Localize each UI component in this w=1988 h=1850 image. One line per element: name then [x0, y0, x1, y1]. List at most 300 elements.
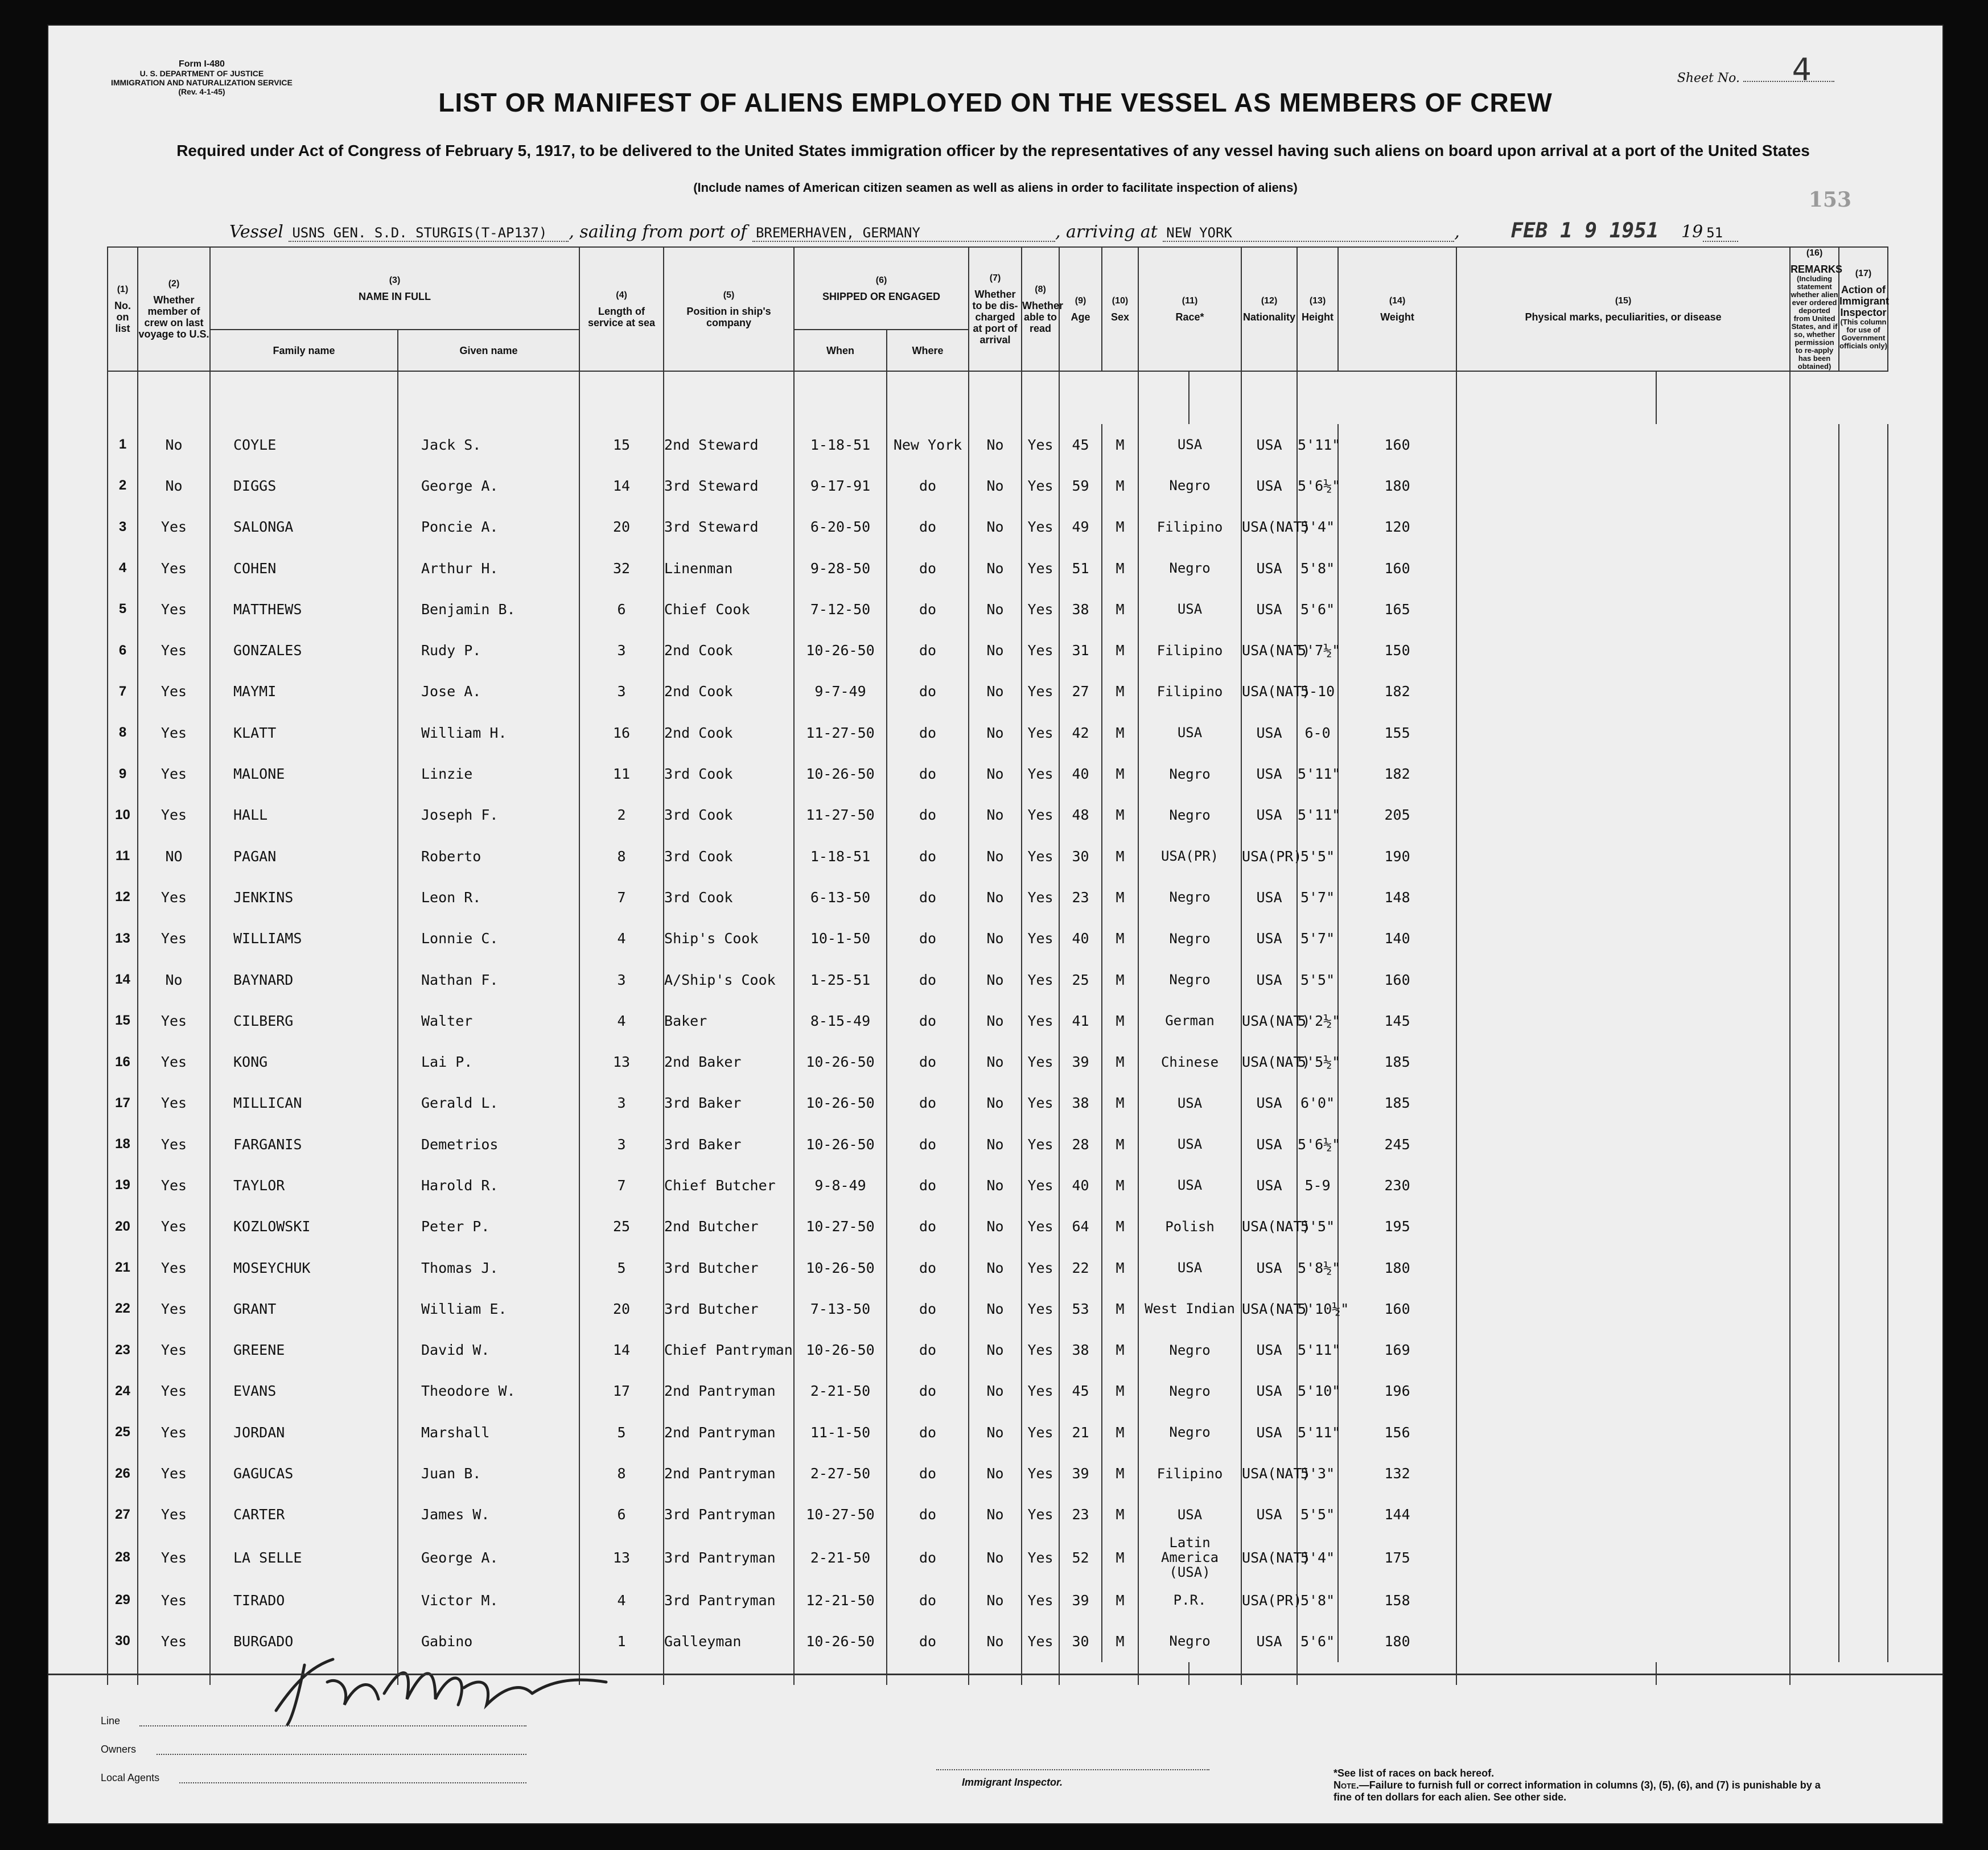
table-row [108, 712, 1888, 753]
sex-cell: M [1102, 795, 1138, 836]
row-number: 6 [108, 630, 138, 671]
nationality-cell: USA(PR) [1241, 1580, 1297, 1621]
race-cell: USA [1138, 1494, 1241, 1535]
last-voyage-cell: No [138, 959, 210, 1000]
sex-cell: M [1102, 507, 1138, 548]
last-voyage-cell: Yes [138, 1041, 210, 1082]
action-cell [1839, 1041, 1888, 1082]
able-to-read-cell: Yes [1022, 1083, 1059, 1124]
row-number: 23 [108, 1330, 138, 1371]
family-name-cell: EVANS [210, 1371, 398, 1412]
position-cell: Chief Butcher [664, 1165, 794, 1206]
given-name-cell: Arthur H. [398, 548, 579, 589]
action-cell [1839, 1288, 1888, 1329]
header-shipped: (6) SHIPPED OR ENGAGED [794, 247, 969, 330]
shipped-where-cell: do [887, 1580, 969, 1621]
last-voyage-cell: Yes [138, 1083, 210, 1124]
physical-marks-cell [1456, 465, 1790, 506]
given-name-cell: David W. [398, 1330, 579, 1371]
action-cell [1839, 918, 1888, 959]
nationality-cell: USA [1241, 1621, 1297, 1662]
action-cell [1839, 712, 1888, 753]
age-cell: 51 [1059, 548, 1102, 589]
header-nationality: (12) Nationality [1241, 247, 1297, 371]
able-to-read-cell: Yes [1022, 1535, 1059, 1580]
nationality-cell: USA(NAT) [1241, 1453, 1297, 1494]
header-physical-marks: (15) Physical marks, peculiarities, or disease [1456, 247, 1790, 371]
physical-marks-cell [1456, 1330, 1790, 1371]
given-name-cell: Lai P. [398, 1041, 579, 1082]
service-length-cell: 14 [579, 465, 664, 506]
age-cell: 38 [1059, 1083, 1102, 1124]
action-cell [1839, 589, 1888, 630]
action-cell [1839, 836, 1888, 877]
weight-cell: 144 [1338, 1494, 1456, 1535]
service-length-cell: 7 [579, 1165, 664, 1206]
last-voyage-cell: No [138, 424, 210, 465]
nationality-cell: USA [1241, 424, 1297, 465]
height-cell: 5'11" [1297, 1330, 1338, 1371]
nationality-cell: USA [1241, 712, 1297, 753]
discharged-cell: No [969, 1247, 1022, 1288]
race-cell: Negro [1138, 548, 1241, 589]
race-cell: Negro [1138, 753, 1241, 794]
row-number: 26 [108, 1453, 138, 1494]
shipped-when-cell: 6-20-50 [794, 507, 887, 548]
able-to-read-cell: Yes [1022, 424, 1059, 465]
remarks-cell [1790, 1041, 1839, 1082]
shipped-when-cell: 9-7-49 [794, 671, 887, 712]
nationality-cell: USA [1241, 959, 1297, 1000]
given-name-cell: George A. [398, 465, 579, 506]
race-cell: USA [1138, 712, 1241, 753]
given-name-cell: Gabino [398, 1621, 579, 1662]
row-number: 13 [108, 918, 138, 959]
given-name-cell: Lonnie C. [398, 918, 579, 959]
remarks-cell [1790, 1371, 1839, 1412]
sex-cell: M [1102, 1453, 1138, 1494]
race-cell: USA [1138, 589, 1241, 630]
age-cell: 31 [1059, 630, 1102, 671]
shipped-where-cell: New York [887, 424, 969, 465]
position-cell: 3rd Cook [664, 836, 794, 877]
physical-marks-cell [1456, 1124, 1790, 1165]
position-cell: 3rd Butcher [664, 1288, 794, 1329]
weight-cell: 160 [1338, 1288, 1456, 1329]
service-length-cell: 3 [579, 1124, 664, 1165]
subtitle-note: (Include names of American citizen seamen as well as aliens in order to facilitate inspection of aliens) [693, 180, 1298, 195]
discharged-cell: No [969, 712, 1022, 753]
shipped-when-cell: 10-26-50 [794, 1247, 887, 1288]
discharged-cell: No [969, 630, 1022, 671]
physical-marks-cell [1456, 1412, 1790, 1453]
physical-marks-cell [1456, 836, 1790, 877]
shipped-where-cell: do [887, 753, 969, 794]
age-cell: 59 [1059, 465, 1102, 506]
action-cell [1839, 507, 1888, 548]
position-cell: 3rd Baker [664, 1083, 794, 1124]
physical-marks-cell [1456, 1288, 1790, 1329]
remarks-cell [1790, 959, 1839, 1000]
able-to-read-cell: Yes [1022, 589, 1059, 630]
position-cell: 3rd Baker [664, 1124, 794, 1165]
family-name-cell: CARTER [210, 1494, 398, 1535]
position-cell: 3rd Cook [664, 753, 794, 794]
service-length-cell: 4 [579, 1000, 664, 1041]
physical-marks-cell [1456, 877, 1790, 918]
sex-cell: M [1102, 630, 1138, 671]
discharged-cell: No [969, 1453, 1022, 1494]
action-cell [1839, 1247, 1888, 1288]
service-length-cell: 25 [579, 1206, 664, 1247]
height-cell: 5'8½" [1297, 1247, 1338, 1288]
height-cell: 6-0 [1297, 712, 1338, 753]
action-cell [1839, 630, 1888, 671]
weight-cell: 180 [1338, 1621, 1456, 1662]
last-voyage-cell: Yes [138, 1000, 210, 1041]
sex-cell: M [1102, 959, 1138, 1000]
family-name-cell: WILLIAMS [210, 918, 398, 959]
age-cell: 42 [1059, 712, 1102, 753]
action-cell [1839, 548, 1888, 589]
remarks-cell [1790, 1206, 1839, 1247]
weight-cell: 180 [1338, 1247, 1456, 1288]
weight-cell: 155 [1338, 712, 1456, 753]
given-name-cell: Harold R. [398, 1165, 579, 1206]
remarks-cell [1790, 1330, 1839, 1371]
height-cell: 5'5" [1297, 1494, 1338, 1535]
sex-cell: M [1102, 1412, 1138, 1453]
last-voyage-cell: Yes [138, 918, 210, 959]
family-name-cell: HALL [210, 795, 398, 836]
family-name-cell: TIRADO [210, 1580, 398, 1621]
weight-cell: 132 [1338, 1453, 1456, 1494]
physical-marks-cell [1456, 1535, 1790, 1580]
weight-cell: 185 [1338, 1041, 1456, 1082]
row-number: 17 [108, 1083, 138, 1124]
table-row [108, 1453, 1888, 1494]
height-cell: 5'10½" [1297, 1288, 1338, 1329]
given-name-cell: Nathan F. [398, 959, 579, 1000]
given-name-cell: Leon R. [398, 877, 579, 918]
nationality-cell: USA [1241, 1124, 1297, 1165]
position-cell: 3rd Steward [664, 507, 794, 548]
family-name-cell: TAYLOR [210, 1165, 398, 1206]
remarks-cell [1790, 1580, 1839, 1621]
sex-cell: M [1102, 1535, 1138, 1580]
last-voyage-cell: Yes [138, 548, 210, 589]
table-row [108, 1000, 1888, 1041]
sex-cell: M [1102, 1165, 1138, 1206]
sex-cell: M [1102, 1206, 1138, 1247]
race-cell: Filipino [1138, 671, 1241, 712]
position-cell: 3rd Pantryman [664, 1494, 794, 1535]
service-length-cell: 4 [579, 1580, 664, 1621]
action-cell [1839, 465, 1888, 506]
family-name-cell: GREENE [210, 1330, 398, 1371]
height-cell: 5'11" [1297, 424, 1338, 465]
shipped-when-cell: 11-1-50 [794, 1412, 887, 1453]
physical-marks-cell [1456, 1621, 1790, 1662]
position-cell: 2nd Pantryman [664, 1371, 794, 1412]
shipped-when-cell: 10-26-50 [794, 630, 887, 671]
service-length-cell: 5 [579, 1247, 664, 1288]
service-length-cell: 7 [579, 877, 664, 918]
nationality-cell: USA(NAT) [1241, 630, 1297, 671]
nationality-cell: USA(NAT) [1241, 1535, 1297, 1580]
service-length-cell: 20 [579, 1288, 664, 1329]
row-number: 7 [108, 671, 138, 712]
physical-marks-cell [1456, 753, 1790, 794]
discharged-cell: No [969, 1494, 1022, 1535]
table-row [108, 1165, 1888, 1206]
shipped-where-cell: do [887, 507, 969, 548]
height-cell: 5'7" [1297, 918, 1338, 959]
action-cell [1839, 1083, 1888, 1124]
shipped-when-cell: 10-1-50 [794, 918, 887, 959]
service-length-cell: 5 [579, 1412, 664, 1453]
height-cell: 5'11" [1297, 795, 1338, 836]
height-cell: 5'11" [1297, 1412, 1338, 1453]
weight-cell: 160 [1338, 959, 1456, 1000]
action-cell [1839, 795, 1888, 836]
weight-cell: 120 [1338, 507, 1456, 548]
position-cell: 3rd Steward [664, 465, 794, 506]
remarks-cell [1790, 753, 1839, 794]
race-cell: Negro [1138, 1621, 1241, 1662]
able-to-read-cell: Yes [1022, 1247, 1059, 1288]
header-no: (1) No. on list [108, 247, 138, 371]
able-to-read-cell: Yes [1022, 877, 1059, 918]
weight-cell: 205 [1338, 795, 1456, 836]
sheet-number [1677, 52, 1834, 88]
sex-cell: M [1102, 1330, 1138, 1371]
able-to-read-cell: Yes [1022, 671, 1059, 712]
header-last-voyage: (2) Whether member of crew on last voyage to U.S. [138, 247, 210, 371]
family-name-cell: GONZALES [210, 630, 398, 671]
position-cell: Chief Cook [664, 589, 794, 630]
action-cell [1839, 1494, 1888, 1535]
remarks-cell [1790, 507, 1839, 548]
position-cell: Baker [664, 1000, 794, 1041]
position-cell: 2nd Cook [664, 712, 794, 753]
shipped-where-cell: do [887, 1288, 969, 1329]
last-voyage-cell: Yes [138, 753, 210, 794]
nationality-cell: USA [1241, 753, 1297, 794]
row-number: 24 [108, 1371, 138, 1412]
weight-cell: 245 [1338, 1124, 1456, 1165]
table-row [108, 1288, 1888, 1329]
immigrant-inspector-label: Immigrant Inspector. [962, 1777, 1063, 1788]
shipped-when-cell: 8-15-49 [794, 1000, 887, 1041]
last-voyage-cell: Yes [138, 1330, 210, 1371]
service-length-cell: 1 [579, 1621, 664, 1662]
discharged-cell: No [969, 1165, 1022, 1206]
discharged-cell: No [969, 1206, 1022, 1247]
race-cell: West Indian [1138, 1288, 1241, 1329]
position-cell: 3rd Pantryman [664, 1580, 794, 1621]
weight-cell: 145 [1338, 1000, 1456, 1041]
family-name-cell: BAYNARD [210, 959, 398, 1000]
sex-cell: M [1102, 1083, 1138, 1124]
service-length-cell: 16 [579, 712, 664, 753]
table-row [108, 1206, 1888, 1247]
table-row [108, 836, 1888, 877]
remarks-cell [1790, 1453, 1839, 1494]
able-to-read-cell: Yes [1022, 1165, 1059, 1206]
family-name-cell: MATTHEWS [210, 589, 398, 630]
last-voyage-cell: Yes [138, 1621, 210, 1662]
table-row [108, 1535, 1888, 1580]
sex-cell: M [1102, 1247, 1138, 1288]
row-number: 19 [108, 1165, 138, 1206]
header-where: Where [887, 330, 969, 371]
able-to-read-cell: Yes [1022, 465, 1059, 506]
race-cell: USA [1138, 1124, 1241, 1165]
age-cell: 39 [1059, 1453, 1102, 1494]
arriving-label: , arriving at [1055, 222, 1158, 242]
header-given-name: Given name [398, 330, 579, 371]
position-cell: 2nd Cook [664, 671, 794, 712]
shipped-where-cell: do [887, 1247, 969, 1288]
action-cell [1839, 1124, 1888, 1165]
shipped-when-cell: 9-17-91 [794, 465, 887, 506]
shipped-where-cell: do [887, 548, 969, 589]
nationality-cell: USA [1241, 1083, 1297, 1124]
table-row [108, 795, 1888, 836]
port-from: BREMERHAVEN, GERMANY [752, 225, 1055, 242]
table-row [108, 1371, 1888, 1412]
last-voyage-cell: Yes [138, 1165, 210, 1206]
age-cell: 23 [1059, 877, 1102, 918]
physical-marks-cell [1456, 918, 1790, 959]
nationality-cell: USA(NAT) [1241, 1000, 1297, 1041]
service-length-cell: 4 [579, 918, 664, 959]
able-to-read-cell: Yes [1022, 1371, 1059, 1412]
given-name-cell: William H. [398, 712, 579, 753]
remarks-cell [1790, 548, 1839, 589]
note-label: Note. [1333, 1779, 1359, 1791]
shipped-where-cell: do [887, 877, 969, 918]
weight-cell: 182 [1338, 753, 1456, 794]
row-number: 27 [108, 1494, 138, 1535]
crew-table [107, 246, 1888, 1685]
action-cell [1839, 1412, 1888, 1453]
height-cell: 5'6" [1297, 589, 1338, 630]
discharged-cell: No [969, 959, 1022, 1000]
age-cell: 38 [1059, 1330, 1102, 1371]
note-text: —Failure to furnish full or correct information in columns (3), (5), (6), and (7) is punishable by a fine of ten dollars for each alien. See other side. [1333, 1779, 1821, 1803]
header-position: (5) Position in ship's company [664, 247, 794, 371]
last-voyage-cell: Yes [138, 507, 210, 548]
shipped-where-cell: do [887, 630, 969, 671]
position-cell: A/Ship's Cook [664, 959, 794, 1000]
height-cell: 5'5" [1297, 836, 1338, 877]
remarks-cell [1790, 1124, 1839, 1165]
discharged-cell: No [969, 918, 1022, 959]
height-cell: 5'5" [1297, 959, 1338, 1000]
family-name-cell: BURGADO [210, 1621, 398, 1662]
sex-cell: M [1102, 671, 1138, 712]
last-voyage-cell: Yes [138, 1412, 210, 1453]
shipped-when-cell: 1-18-51 [794, 424, 887, 465]
row-number: 11 [108, 836, 138, 877]
sex-cell: M [1102, 548, 1138, 589]
nationality-cell: USA [1241, 1330, 1297, 1371]
height-cell: 5'10" [1297, 1371, 1338, 1412]
action-cell [1839, 753, 1888, 794]
shipped-when-cell: 10-27-50 [794, 1494, 887, 1535]
physical-marks-cell [1456, 1000, 1790, 1041]
shipped-when-cell: 1-18-51 [794, 836, 887, 877]
physical-marks-cell [1456, 712, 1790, 753]
given-name-cell: Peter P. [398, 1206, 579, 1247]
table-row [108, 1580, 1888, 1621]
last-voyage-cell: Yes [138, 671, 210, 712]
last-voyage-cell: Yes [138, 1494, 210, 1535]
position-cell: 2nd Butcher [664, 1206, 794, 1247]
shipped-where-cell: do [887, 1124, 969, 1165]
position-cell: 3rd Cook [664, 795, 794, 836]
shipped-when-cell: 10-26-50 [794, 753, 887, 794]
shipped-where-cell: do [887, 1535, 969, 1580]
height-cell: 5'11" [1297, 753, 1338, 794]
age-cell: 23 [1059, 1494, 1102, 1535]
weight-cell: 148 [1338, 877, 1456, 918]
shipped-where-cell: do [887, 1041, 969, 1082]
header-sex: (10) Sex [1102, 247, 1138, 371]
family-name-cell: KONG [210, 1041, 398, 1082]
table-row [108, 1083, 1888, 1124]
row-number: 30 [108, 1621, 138, 1662]
remarks-cell [1790, 1535, 1839, 1580]
able-to-read-cell: Yes [1022, 712, 1059, 753]
nationality-cell: USA [1241, 1247, 1297, 1288]
service-length-cell: 8 [579, 836, 664, 877]
action-cell [1839, 1000, 1888, 1041]
line-label: Line [101, 1715, 121, 1726]
shipped-where-cell: do [887, 1494, 969, 1535]
row-number: 25 [108, 1412, 138, 1453]
action-cell [1839, 1453, 1888, 1494]
sex-cell: M [1102, 836, 1138, 877]
position-cell: Chief Pantryman [664, 1330, 794, 1371]
last-voyage-cell: Yes [138, 589, 210, 630]
age-cell: 38 [1059, 589, 1102, 630]
sheet-number-value: 4 [1792, 52, 1812, 88]
discharged-cell: No [969, 1124, 1022, 1165]
position-cell: 2nd Baker [664, 1041, 794, 1082]
discharged-cell: No [969, 1535, 1022, 1580]
race-cell: Negro [1138, 1371, 1241, 1412]
sex-cell: M [1102, 877, 1138, 918]
nationality-cell: USA(NAT) [1241, 507, 1297, 548]
able-to-read-cell: Yes [1022, 1494, 1059, 1535]
height-cell: 5'6½" [1297, 1124, 1338, 1165]
position-cell: Ship's Cook [664, 918, 794, 959]
page-title: LIST OR MANIFEST OF ALIENS EMPLOYED ON THE VESSEL AS MEMBERS OF CREW [438, 88, 1553, 117]
last-voyage-cell: Yes [138, 712, 210, 753]
remarks-cell [1790, 671, 1839, 712]
height-cell: 5'8" [1297, 548, 1338, 589]
shipped-where-cell: do [887, 1412, 969, 1453]
vessel-line: Vessel USNS GEN. S.D. STURGIS(T-AP137) , sailing from port of BREMERHAVEN, GERMANY , arriving at NEW YORK , FEB 1 9 1951 19 51 [229, 219, 1738, 242]
given-name-cell: Demetrios [398, 1124, 579, 1165]
height-cell: 5'7½" [1297, 630, 1338, 671]
nationality-cell: USA [1241, 918, 1297, 959]
age-cell: 40 [1059, 753, 1102, 794]
shipped-when-cell: 9-8-49 [794, 1165, 887, 1206]
